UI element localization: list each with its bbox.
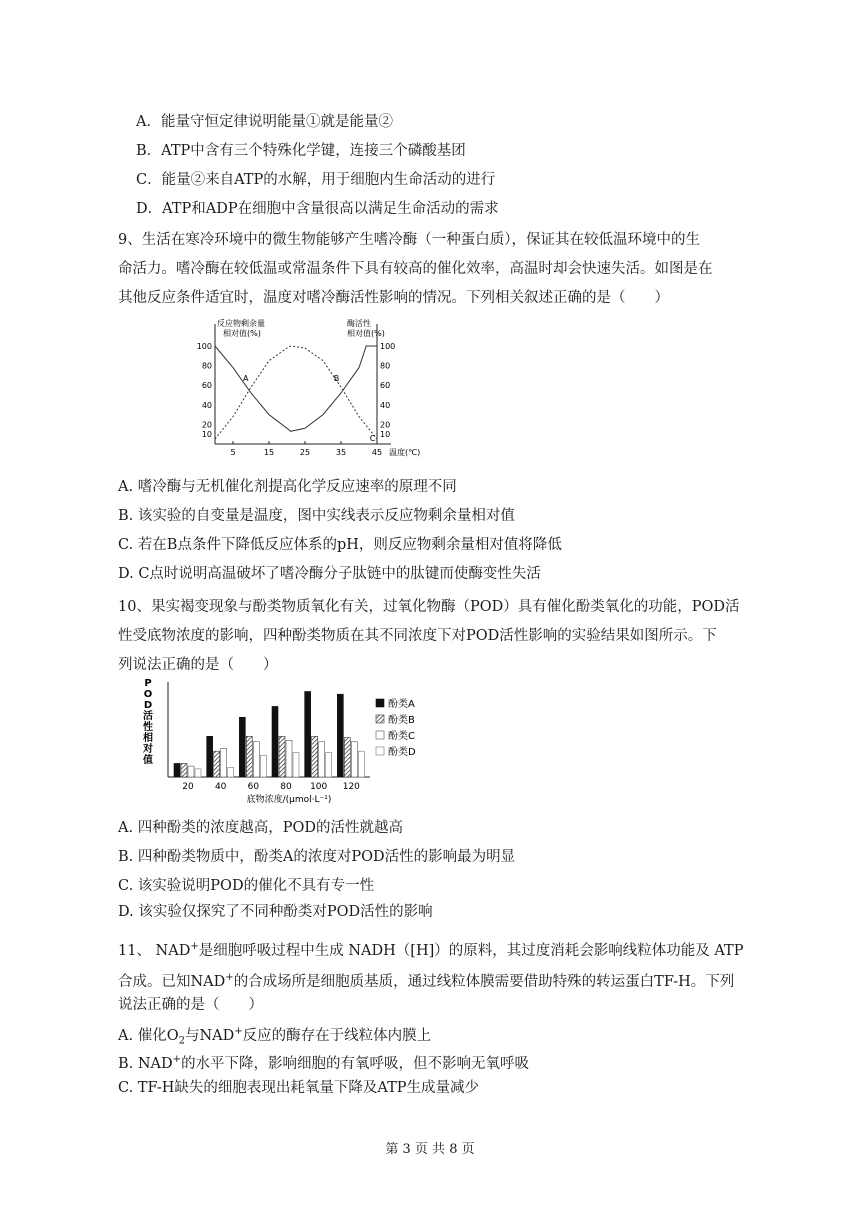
bar-酚类C [351,742,357,777]
q11-stem-line-1: 11、 NAD+是细胞呼吸过程中生成 NADH（[H]）的原料，其过度消耗会影响线粒体功能及 ATP [118,941,744,959]
q10-option-b: B. 四种酚类物质中，酚类A的浓度对POD活性的影响最为明显 [118,849,516,865]
q9-option-b: B. 该实验的自变量是温度，图中实线表示反应物剩余量相对值 [118,508,515,524]
x-axis-label: 底物浓度/(μmol·L⁻¹) [246,795,332,805]
legend-swatch [376,699,384,707]
x-tick-label: 80 [280,782,292,792]
q11-option-c: C. TF-H缺失的细胞表现出耗氧量下降及ATP生成量减少 [118,1080,480,1096]
bar-酚类D [228,768,234,778]
bar-酚类A [337,694,343,777]
q9-option-a: A. 嗜冷酶与无机催化剂提高化学反应速率的原理不同 [118,479,457,495]
x-tick-label: 120 [342,782,360,792]
y-axis-right-label-2: 相对值(%) [347,329,385,338]
y-axis-left-label-2: 相对值(%) [223,329,261,338]
y-tick-left: 20 [201,420,212,430]
bar-酚类C [253,742,259,777]
q9-option-d: D. C点时说明高温破坏了嗜冷酶分子肽链中的肽键而使酶变性失活 [118,566,541,582]
bar-酚类A [305,692,311,778]
y-tick-left: 60 [201,381,212,391]
y-axis-label-char: 相 [143,733,153,744]
y-tick-left: 10 [201,430,212,440]
y-tick-left: 100 [196,342,212,351]
q10-stem-line-3: 列说法正确的是（ ） [118,657,278,673]
y-tick-right: 20 [380,420,391,430]
y-axis-right-label-1: 酶活性 [347,319,371,328]
q9-stem-line-3: 其他反应条件适宜时，温度对嗜冷酶活性影响的情况。下列相关叙述正确的是（ ） [118,290,669,306]
x-tick-label: 20 [182,782,194,792]
bar-酚类C [286,740,292,777]
y-axis-label-char: P [144,678,152,689]
temperature-enzyme-chart [195,316,435,466]
point-label-a: A [243,374,249,384]
x-tick-label: 60 [247,782,260,792]
bar-酚类A [174,763,180,777]
y-axis-label-char: 对 [143,744,153,755]
q10-stem-line-2: 性受底物浓度的影响，四种酚类物质在其不同浓度下对POD活性影响的实验结果如图所示。下 [118,628,717,644]
y-tick-left: 80 [201,361,212,371]
y-axis-label-char: 性 [143,722,153,733]
q11-stem-line-3: 说法正确的是（ ） [118,997,263,1013]
enzyme-activity-curve [215,346,377,439]
legend-label: 酚类B [388,715,415,726]
y-axis-left-label-1: 反应物剩余量 [217,319,265,328]
q9-stem-line-2: 命活力。嗜冷酶在较低温或常温条件下具有较高的催化效率，高温时却会快速失活。如图是在 [118,261,713,277]
y-tick-right: 100 [380,342,396,351]
legend-label: 酚类D [388,747,416,758]
substrate-remaining-curve [215,346,377,431]
bar-酚类B [279,736,285,777]
q8-option-a: A．能量守恒定律说明能量①就是能量② [136,114,393,130]
page-footer: 第 3 页 共 8 页 [385,1142,475,1157]
y-tick-left: 40 [201,400,212,410]
bar-酚类D [260,755,266,777]
legend-swatch [376,715,384,723]
x-tick-label: 45 [371,448,383,457]
q10-stem-line-1: 10、果实褐变现象与酚类物质氧化有关，过氧化物酶（POD）具有催化酚类氧化的功能，POD活 [118,599,740,615]
q8-option-c: C．能量②来自ATP的水解，用于细胞内生命活动的进行 [136,172,496,188]
bar-酚类D [326,753,332,777]
bar-酚类A [239,717,245,777]
y-axis-label-char: O [143,689,153,700]
x-tick-label: 15 [263,448,275,457]
q10-option-a: A. 四种酚类的浓度越高，POD的活性就越高 [118,820,403,836]
bar-酚类D [293,753,299,777]
bar-酚类B [344,738,350,777]
x-tick-label: 35 [335,448,347,457]
point-label-b: B [333,374,340,384]
q11-option-b: B. NAD+的水平下降，影响细胞的有氧呼吸，但不影响无氧呼吸 [118,1054,530,1072]
legend-label: 酚类A [388,699,415,710]
q11-stem-line-2: 合成。已知NAD+的合成场所是细胞质基质，通过线粒体膜需要借助特殊的转运蛋白TF-H。下列 [118,972,735,990]
bar-酚类A [272,706,278,777]
y-tick-right: 10 [380,430,391,440]
y-tick-right: 60 [380,381,391,391]
legend-swatch [376,731,384,739]
bar-酚类B [246,736,252,777]
q11-option-a: A. 催化$O_2$与NAD+反应的酶存在于线粒体内膜上 [118,1026,432,1047]
q10-option-c: C. 该实验说明POD的催化不具有专一性 [118,878,375,894]
x-tick-label: 40 [214,782,227,792]
y-axis-label-char: D [143,700,153,711]
y-axis-label-char: 活 [143,711,153,722]
x-tick-label: 25 [299,448,311,457]
bar-酚类B [181,763,187,777]
pod-activity-bar-chart [138,676,438,808]
q8-option-d: D．ATP和ADP在细胞中含量很高以满足生命活动的需求 [136,201,499,217]
y-tick-right: 40 [380,400,391,410]
x-tick-label: 100 [310,782,328,792]
y-tick-right: 80 [380,361,391,371]
bar-酚类C [188,766,194,777]
q9-option-c: C. 若在B点条件下降低反应体系的pH，则反应物剩余量相对值将降低 [118,537,562,553]
bar-酚类B [214,751,220,777]
y-axis-label-char: 值 [143,755,153,766]
bar-酚类D [358,751,364,777]
x-tick-label: 5 [230,448,236,457]
bar-酚类D [195,769,201,777]
legend-swatch [376,747,384,755]
bar-酚类B [312,736,318,777]
q9-stem-line-1: 9、生活在寒冷环境中的微生物能够产生嗜冷酶（一种蛋白质），保证其在较低温环境中的生 [118,232,700,248]
bar-酚类C [221,749,227,778]
bar-酚类C [319,742,325,777]
q10-option-d: D. 该实验仅探究了不同种酚类对POD活性的影响 [118,904,433,920]
legend-label: 酚类C [388,731,415,742]
x-axis-label: 温度(℃) [389,448,421,457]
bar-酚类A [207,736,213,777]
q8-option-b: B．ATP中含有三个特殊化学键，连接三个磷酸基团 [136,143,466,159]
point-label-c: C [369,434,376,444]
